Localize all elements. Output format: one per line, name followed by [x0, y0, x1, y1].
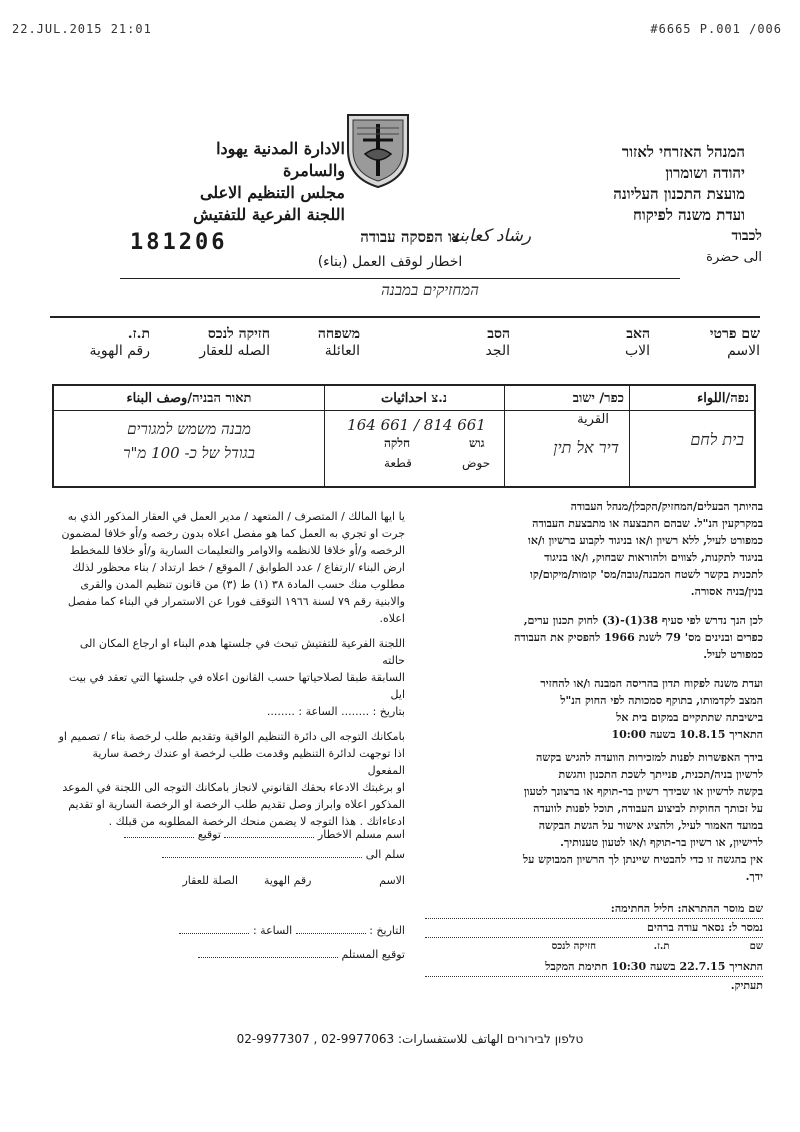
arabic-body-line: جرت او تجري به العمل كما هو مفصل اعلاه بدون رخصه و/أو خلافا لمضمون [61, 527, 405, 540]
table-header-divider [54, 410, 754, 411]
arabic-body-line: الرخصه و/أو خلافا للانظمه والاوامر والتعليمات السارية و/أو خلافا للمخطط [69, 544, 405, 557]
document-number: 181206 [130, 230, 228, 255]
copy-label: תעתיק. [730, 979, 763, 992]
village-label-arabic: القرية [577, 412, 609, 427]
hebrew-header-line: יהודה ושומרון [665, 164, 745, 182]
recipient-name-label: اسم مسلم الاخطار [317, 828, 405, 841]
location-table [52, 384, 756, 488]
fax-timestamp: 22.JUL.2015 21:01 [12, 22, 152, 36]
document-title-arabic: اخطار لوقف العمل (بناء) [317, 254, 463, 270]
coordinates-value: 164 661 / 814 661 [347, 416, 486, 434]
section-divider [50, 316, 760, 318]
receiver-signature-label: توقيع المستلم [341, 948, 405, 961]
name-column-label: الاسم [379, 874, 405, 887]
hebrew-signature-block [425, 900, 763, 995]
hebrew-body-line: לרישיון, או רשיון בר-תוקף ו/או לטעון טענותיך. [560, 836, 763, 849]
arabic-header-line: مجلس التنظيم الاعلى [199, 183, 345, 202]
hebrew-body-line: לכן הנך נדרש לפי סעיף 38(1)-(3) לחוק תכנון ערים, [523, 614, 763, 627]
hebrew-body-line: ידך. [745, 870, 763, 883]
field-property-relation: חזיקה לנכס الصله للعقار [199, 326, 270, 359]
hebrew-body-line: כמפורט לעיל, ללא רשיון ו/או בניגוד לקבוע ברשיון ו/או [528, 534, 763, 547]
gush-label: גוש [469, 436, 485, 450]
footer-phones [150, 1032, 670, 1046]
fax-page-number: #6665 P.001 /006 [650, 22, 782, 36]
field-family: משפחה العائلة [317, 326, 360, 359]
relation-column-label: الصلة للعقار [182, 874, 238, 887]
id-label-hebrew: ת.ז. [653, 941, 670, 952]
hebrew-body-line: לתכנית בקשר לשטח המבנה/גובה/מס' קומות/מיקום/קו [530, 568, 763, 581]
document-title-hebrew: צו הפסקה עבודה [360, 228, 460, 246]
arabic-body-line: اللجنة الفرعية للتفتيش تبحث في جلستها هدم البناء او ارجاع المكان الى حالته [79, 637, 405, 667]
hebrew-body-line: בקשה לרשיון או שבידך רשיון בר-תוקף או ברצונך לטעון [523, 785, 763, 798]
hebrew-body-line: כמפורט לעיל. [703, 648, 763, 661]
to-label-arabic: الى حضرة [706, 250, 762, 265]
field-id-number: ת.ז. رقم الهوية [89, 326, 150, 359]
village-value: דיר אל תין [553, 438, 619, 457]
arabic-header-line: الادارة المدنية يهودا [216, 139, 345, 158]
table-divider [504, 386, 505, 486]
hebrew-body-line: על זכותך החוקית לביצוע העבודה, תוכל לפנות לוועדה [533, 802, 763, 815]
phone-label: טלפון לבירורים الهاتف للاستفسارات: [398, 1032, 584, 1046]
hebrew-body-line: כפרים ובנינים מס' 79 לשנת 1966 להפסיק את העבודה [514, 631, 763, 644]
description-label: תאור הבניה/وصف البناء [126, 391, 252, 406]
hebrew-header-line: המנהל האזרחי לאזור [621, 143, 745, 161]
arabic-body-line: السابقة طبقا لصلاحياتها حسب القانون اعلاه في جلستها التي تعقد في بيت ايل [68, 671, 405, 701]
field-first-name: שם פרטי الاسم [709, 326, 760, 359]
hebrew-body-line: בניגוד לתקנות, לצווים ולהוראות שבחוק, ו/או בניגוד [544, 551, 763, 564]
hebrew-body-line: במועד האמור לעיל, ולהציג אישור על הגשת הבקשה [538, 819, 763, 832]
arabic-body [55, 508, 405, 830]
qita-label: قطعة [384, 456, 412, 470]
name-label-hebrew: שם [749, 941, 763, 952]
arabic-body-line: بتاريخ : ........ الساعة : ........ [266, 705, 405, 718]
time-label: الساعة : [252, 924, 293, 937]
arabic-body-line: ارض البناء /ارتفاع / عدد الطوابق / الموقع / خط ارتداد / بناء محظور لذلك [72, 561, 405, 574]
coordinates-label: נ.צ احداثيات [381, 391, 447, 406]
hebrew-body-line: בישיבתה שתתקיים במקום בית אל [616, 711, 763, 724]
arabic-body-line: ادعاءاتك . هذا التوجه لا يضمن منحك الرخصة المطلوبه من قبلك . [108, 815, 405, 828]
arabic-body-line: المذكور اعلاه وابراز وصل تقديم طلب الرخصة او الرخصة السارية او تقديم [68, 798, 405, 811]
receipt-date-line: התאריך 22.7.15 בשעה 10:30 חתימת המקבל [425, 958, 763, 977]
id-column-label: رقم الهوية [263, 874, 312, 887]
hebrew-body-line: ועדת משנה לפקוח תדון בהריסה המבנה ו/או להחזיר [540, 677, 763, 690]
hebrew-body-line: התאריך 10.8.15 בשעה 10:00 [611, 728, 763, 741]
helka-label: חלקה [384, 436, 411, 450]
date-label: التاريخ : [369, 924, 405, 937]
description-value: בגודל של כ- 100 מ"ר [123, 444, 255, 462]
arabic-body-line: اعلاه. [379, 612, 405, 625]
personal-fields-row [50, 326, 760, 366]
arabic-body-line: او برغبتك الادعاء بحقك القانوني لانجاز بامكانك التوجه الى اللجنة في الموعد [62, 781, 405, 794]
arabic-body-line: اذا توجهت لدائرة التنظيم وقدمت طلب لرخصة او عندك رخصة سارية المفعول [92, 747, 405, 777]
arabic-body-line: بامكانك التوجه الى دائرة التنظيم الواقية وتقديم طلب لرخصة بناء / تصميم او [58, 730, 405, 743]
signature-label: توقيع [197, 828, 221, 841]
hebrew-body-line: בהיותך הבעלים/המחזיק/הקבלן/מנהל העבודה [570, 500, 763, 513]
hebrew-header-line: ועדת משנה לפיקוח [632, 206, 745, 224]
hebrew-body-line: בידך האפשרות לפנות למזכירות הוועדה להגיש בקשה [536, 751, 763, 764]
field-grandfather: הסב الجد [485, 326, 510, 359]
hebrew-body-line: בנין/בניה אסורה. [690, 585, 763, 598]
delivered-to-label: سلم الى [365, 848, 405, 861]
district-value: בית לחם [690, 430, 744, 449]
hebrew-body-line: אין בהגשה זו כדי להבטיח שיינתן לך הרשיון המבוקש על [522, 853, 763, 866]
arabic-body-line: والابنية رقم ٧٩ لسنة ١٩٦٦ التوقف فورا عن الاستمرار في البناء كما مفصل [67, 595, 405, 608]
table-divider [629, 386, 630, 486]
phone-numbers: 02-9977307 , 02-9977063 [236, 1032, 395, 1046]
hebrew-header-line: מועצת התכנון העליונה [613, 185, 745, 203]
handwritten-recipient-name: رشاد كعابنه [450, 226, 532, 246]
hebrew-body-line: המצב לקדמותו, בתוקף סמכותה לפי החוק הנ"ל [560, 694, 763, 707]
arabic-body-line: مطلوب منك حسب المادة ٣٨ (١) ط (٣) من قانون تنظيم المدن والقرى [80, 578, 405, 591]
arabic-header-line: والسامرة [283, 161, 345, 180]
arabic-header [85, 138, 345, 226]
village-label: כפר/ ישוב [572, 391, 624, 406]
arabic-signature-block [55, 826, 405, 968]
district-label: נפה/اللواء [697, 391, 749, 406]
table-divider [324, 386, 325, 486]
arabic-header-line: اللجنة الفرعية للتفتيش [193, 205, 345, 224]
arabic-body-line: يا ايها المالك / المتصرف / المتعهد / مدير العمل في العقار المذكور الذي به [67, 510, 405, 523]
to-label-hebrew: לכבוד [731, 228, 762, 244]
delivered-to-line: נמסר ל: נסאר עודה ברהים [425, 919, 763, 938]
field-father: האב الاب [624, 326, 650, 359]
hebrew-body-line: לרשיון בניה/תכנית, פנייתך לשכת התכנון והגשת [558, 768, 763, 781]
notice-giver-line: שם מוסר ההתראה: חליל החתימה: [425, 900, 763, 919]
hebrew-header [415, 142, 745, 226]
hebrew-body [425, 498, 763, 885]
hebrew-body-line: במקרקעין הנ"ל. שבהם התבצעה או מתבצעת העבודה [532, 517, 763, 530]
recipient-line [120, 278, 680, 279]
description-value: מבנה משמש למגורים [127, 420, 251, 438]
handwritten-owner: המחזיקים במבנה [381, 281, 479, 299]
relation-label-hebrew: חזיקה לנכס [551, 941, 597, 952]
emblem-icon [343, 110, 413, 190]
hod-label: حوض [462, 456, 491, 470]
